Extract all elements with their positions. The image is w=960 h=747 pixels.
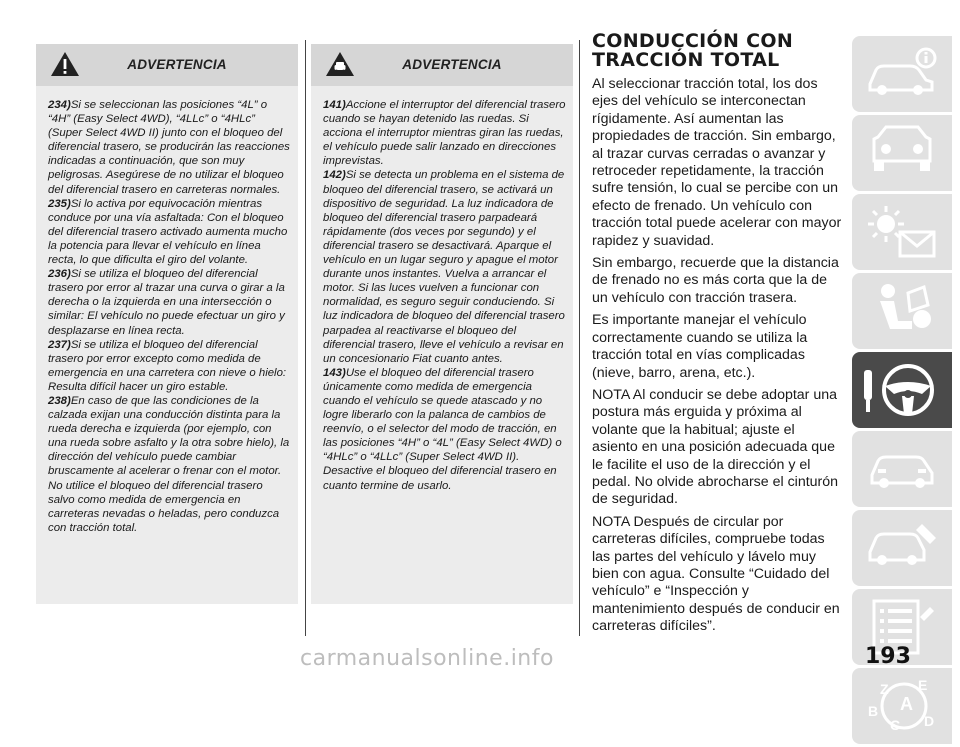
- index-letter: A: [900, 694, 913, 714]
- tab-starting-driving[interactable]: [852, 352, 952, 428]
- warning-item: 141)Accione el interruptor del diferencial trasero cuando se hayan detenido las ruedas. Si acciona el interruptor mientras giran las ruedas, el vehículo puede salir lanzado en direcciones imprevistas.: [323, 99, 566, 168]
- warning-title: ADVERTENCIA: [402, 57, 502, 72]
- warning-header: [36, 44, 298, 86]
- warning-item: 235)Si lo activa por equivocación mientras conduce por una vía asfaltada: Con el bloqueo del diferencial trasero activado aumenta mucho la potencia para llevar el vehículo en línea recta, lo que dificulta el giro del volante.: [48, 197, 288, 267]
- paragraph: Al seleccionar tracción total, los dos ejes del vehículo se interconectan rígidamente. Así aumentan las propiedades de tracción. Sin embargo, al trazar curvas cerradas o avanzar y retroceder repetidamente, la tracción sufre tensión, lo cual se percibe con un efecto de frenado. Un vehículo con tracción total puede acelerar con mayor rapidez y suavidad.: [592, 76, 842, 249]
- car-emergency-icon: [864, 439, 940, 499]
- tab-car-dashboard[interactable]: [852, 115, 952, 191]
- section-body: [592, 76, 844, 641]
- warning-item: 236)Si se utiliza el bloqueo del diferencial trasero por error al trazar una curva o girar a la derecha o la izquierda en una intersección o similar: El vehículo no puede efectuar un giro y desplazarse en línea recta.: [48, 268, 285, 337]
- index-letter: C: [890, 717, 901, 733]
- warning-body: [36, 86, 298, 535]
- warning-item: 142)Si se detecta un problema en el sistema de bloqueo del diferencial trasero, se activará un dispositivo de seguridad. La luz indicadora de bloqueo del diferencial trasero parpadeará rápidamente (dos veces por segundo) y el diferencial trasero se desactivará. Aparque el vehículo en un lugar seguro y apague el motor durante unos instantes. Vuelva a arrancar el motor. Si las luces vuelven a funcionar con normalidad, es seguro seguir conduciendo. Si luz indicadora de bloqueo del diferencial trasero parpadea al reactivarse el bloqueo del diferencial trasero, lleve el vehículo a revisar en un concesionario Fiat cuanto antes.: [323, 169, 565, 365]
- index-letter: E: [918, 677, 928, 693]
- warning-body: [311, 86, 573, 493]
- section-heading: [592, 32, 842, 70]
- warning-item: 237)Si se utiliza el bloqueo del diferencial trasero por error excepto como medida de emergencia en una carretera con nieve o hielo: Resulta difícil hacer un giro estable.: [48, 338, 287, 393]
- warning-header: [311, 44, 573, 86]
- warning-item: 234)Si se seleccionan las posiciones “4L” o “4H” (Easy Select 4WD), “4LLc” o “4HLc” (Super Select 4WD II) junto con el bloqueo del diferencial trasero, se producirán las reacciones indicadas a continuación, que son muy peligrosas. Asegúrese de no utilizar el bloqueo del diferencial trasero en carreteras normales.: [48, 99, 290, 196]
- car-maintenance-icon: [864, 518, 940, 578]
- car-info-icon: [864, 44, 940, 104]
- tab-safety[interactable]: [852, 273, 952, 349]
- key-steering-wheel-icon: [864, 360, 940, 420]
- tab-emergency[interactable]: [852, 431, 952, 507]
- airbag-passenger-icon: [864, 281, 940, 341]
- page-number: 193: [865, 644, 911, 669]
- car-dashboard-icon: [864, 123, 940, 183]
- paragraph: Sin embargo, recuerde que la distancia de frenado no es más corta que la de un vehículo con tracción trasera.: [592, 255, 839, 306]
- chapter-tabs: [852, 36, 952, 747]
- warning-box-diff-switch: [311, 44, 573, 604]
- index-letter: B: [868, 703, 879, 719]
- index-letter: Z: [880, 681, 889, 697]
- column-divider: [579, 40, 580, 636]
- paragraph: NOTA Después de circular por carreteras difíciles, compruebe todas las partes del vehículo y lávelo muy bien con agua. Consulte “Cuidado del vehículo” e “Inspección y mantenimiento después de conducir en carreteras difíciles”.: [592, 513, 840, 635]
- index-letter: D: [924, 713, 935, 729]
- tab-car-info[interactable]: [852, 36, 952, 112]
- tab-alphabetical-index[interactable]: [852, 668, 952, 744]
- warning-title: ADVERTENCIA: [127, 57, 227, 72]
- warning-box-rear-diff-positions: [36, 44, 298, 604]
- paragraph: Es importante manejar el vehículo correctamente cuando se utiliza la tracción total en vías complicadas (nieve, barro, arena, etc.).: [592, 312, 808, 381]
- watermark: carmanualsonline.info: [300, 646, 554, 671]
- paragraph: NOTA Al conducir se debe adoptar una postura más erguida y próxima al volante que la habitual; ajuste el asiento en una posición adecuada que le facilite el uso de la dirección y el pedal. No olvide abrocharse el cinturón de seguridad.: [592, 386, 839, 508]
- warning-item: 143)Use el bloqueo del diferencial trasero únicamente como medida de emergencia cuando el vehículo se quede atascado y no logre liberarlo con la palanca de cambios de reenvío, o el selector del modo de tracción, en las posiciones “4H” o “4L” (Easy Select 4WD) o “4HLc” o “4LLc” (Super Select 4WD II). Desactive el bloqueo del diferencial trasero en cuanto termine de usarlo.: [323, 366, 562, 492]
- alphabet-index-icon: [864, 676, 940, 736]
- tab-warning-lights[interactable]: [852, 194, 952, 270]
- tab-maintenance[interactable]: [852, 510, 952, 586]
- heading-line: CONDUCCIÓN CON: [592, 30, 794, 52]
- column-divider: [305, 40, 306, 636]
- heading-line: TRACCIÓN TOTAL: [592, 49, 780, 71]
- warning-light-message-icon: [864, 202, 940, 262]
- warning-item: 238)En caso de que las condiciones de la calzada exijan una conducción distinta para la rueda derecha e izquierda (por ejemplo, con una rueda sobre asfalto y la otra sobre hielo), la dirección del vehículo puede cambiar bruscamente al acelerar o frenar con el motor. No utilice el bloqueo del diferencial trasero salvo como medida de emergencia en carreteras nevadas o heladas, pero conduzca con tracción total.: [48, 394, 290, 534]
